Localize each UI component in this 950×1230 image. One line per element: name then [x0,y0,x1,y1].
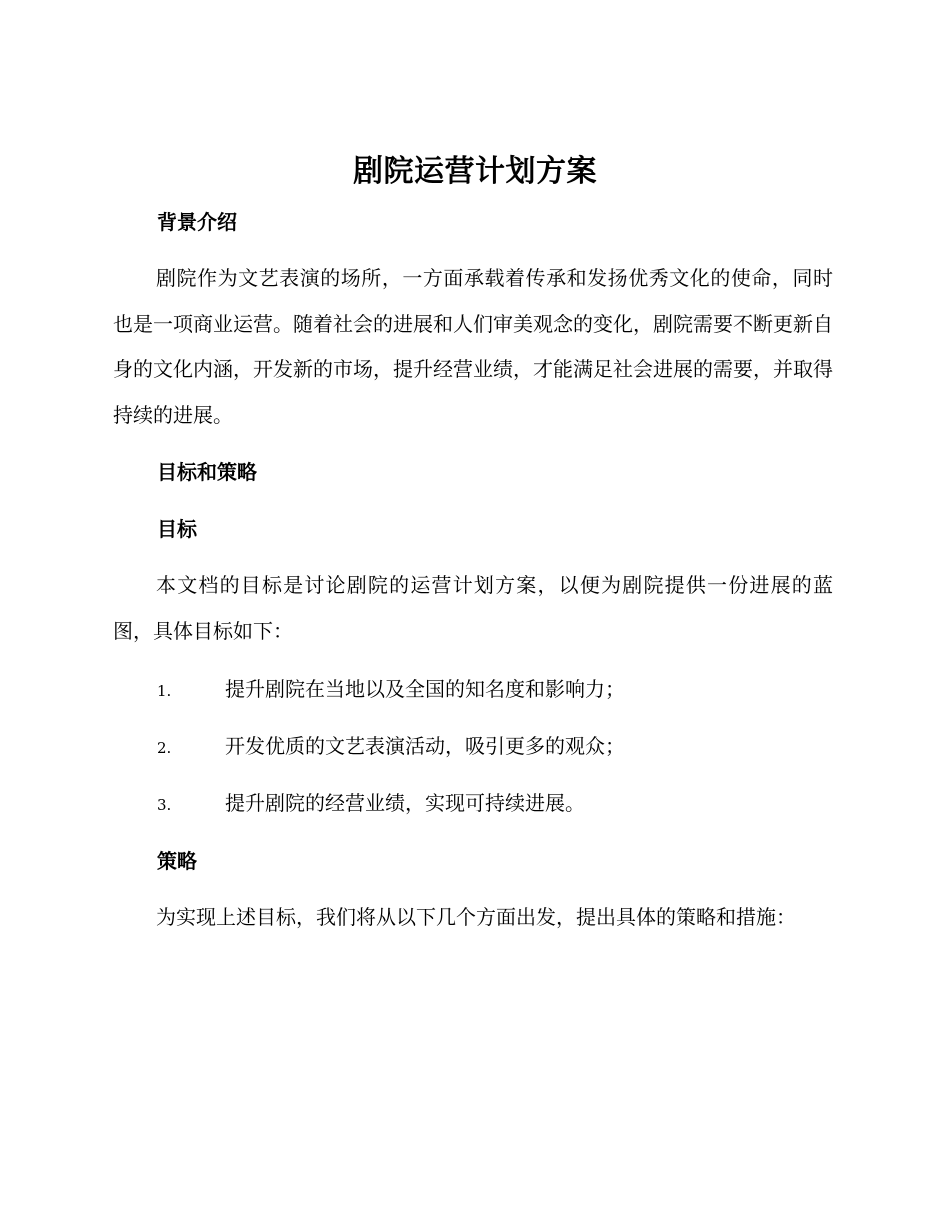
document-title: 剧院运营计划方案 [353,154,597,189]
list-item-text: 提升剧院的经营业绩，实现可持续进展。 [225,791,585,815]
goals-paragraph: 本文档的目标是讨论剧院的运营计划方案，以便为剧院提供一份进展的蓝图，具体目标如下： [113,573,833,643]
list-item-number: 2. [157,739,172,757]
list-item-text: 提升剧院在当地以及全国的知名度和影响力； [225,677,625,701]
strategy-heading: 策略 [157,849,197,873]
strategy-paragraph: 为实现上述目标，我们将从以下几个方面出发，提出具体的策略和措施： [156,905,796,929]
list-item-number: 3. [157,796,172,814]
goals-strategy-heading: 目标和策略 [157,460,257,484]
background-heading: 背景介绍 [157,210,237,234]
list-item-text: 开发优质的文艺表演活动，吸引更多的观众； [225,734,625,758]
list-item-number: 1. [157,682,172,700]
background-paragraph: 剧院作为文艺表演的场所，一方面承载着传承和发扬优秀文化的使命，同时也是一项商业运营。随着社会的进展和人们审美观念的变化，剧院需要不断更新自身的文化内涵，开发新的市场，提升经营业绩，才能满足社会进展的需要，并取得持续的进展。 [113,266,833,427]
goals-heading: 目标 [157,517,197,541]
